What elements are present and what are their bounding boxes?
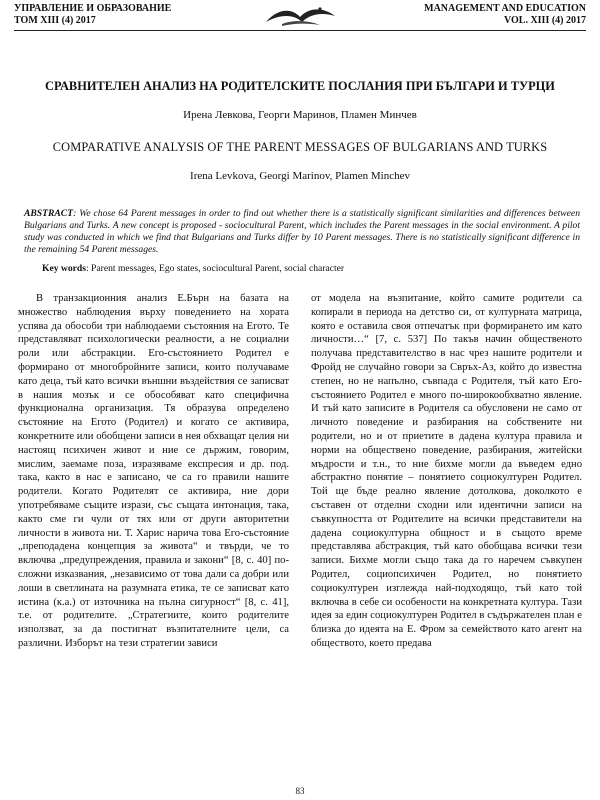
page-number: 83 bbox=[295, 786, 305, 796]
keywords bbox=[42, 263, 582, 275]
header-divider bbox=[14, 30, 586, 31]
body-paragraph-right: от модела на възпитание, който самите родители са копирали в периода на детство си, от културната матрица, която е оставила своя отпечатък при формирането им като личности…“ [7, с. 537] По такъв начин общественото получава представителство в нас чрез нашите родители и Фройд не случайно говори за Свръх-Аз, който до известна степен, но не напълно, съвпада с Родителя, тъй като Его-състоянието Родител е много по-широкообхватно явление. И тъй като записите в Родителя са обусловени не само от личното поведение и разбирания на собствените ни родители, но и от приетите в дадена култура правила и норми на обществено поведение, разбирания, житейски мъдрости и т.н., то ние бихме могли да въведем едно абстрактно понятие – понятието социокултурен Родител. Той ще бъде реално явление дотолкова, доколкото е съставен от отделни сходни или идентични записи на съвкупността от Родителите на всички представители на дадена социокултурна общност и в същото време представлява абстракция, тъй като обобщава всички тези записи. Бихме могли също така да го наречем съвкупен Родител, социопсихичен Родител, но понятието социокултурен изглежда най-подходящо, тъй като той включва в себе си особености на конкретната култура. Тази идея за един социокултурен Родител в съдържателен план е близка до идеята на Е. Фром за семейството като агент на обществото, което предава bbox=[311, 293, 582, 649]
seagull-logo-icon bbox=[262, 0, 338, 30]
journal-header-en bbox=[424, 3, 586, 27]
article-title-en: COMPARATIVE ANALYSIS OF THE PARENT MESSAGES OF BULGARIANS AND TURKS bbox=[52, 140, 548, 154]
body-column-right bbox=[311, 292, 582, 651]
journal-name-en: MANAGEMENT AND EDUCATION bbox=[424, 3, 586, 14]
abstract bbox=[24, 208, 580, 256]
abstract-label: ABSTRACT bbox=[24, 208, 74, 219]
article-title-bg: СРАВНИТЕЛЕН АНАЛИЗ НА РОДИТЕЛСКИТЕ ПОСЛАНИЯ ПРИ БЪЛГАРИ И ТУРЦИ bbox=[45, 79, 555, 93]
body-paragraph-left: В транзакционния анализ Е.Бърн на базата на множество наблюдения върху поведението на хората успява да обособи три наблюдаеми състояния на Егото. Те представляват психологически реалности, а не социални роли или абстракции. Его-състоянието Родител е формирано от многобройните записи, които получаваме като деца, тъй като всички външни въздействия се записват в нашия мозък и се обособяват като специфична функционална организация. Тя образува определено състояние на Егото (Родител) и когато се активира, конкретните или обобщени записи в нея обхващат целия ни настоящ психичен живот и ние се държим, говорим, мислим, заемаме поза, изразяваме експресия и др. под. така, както в нас е записано, че са го правили нашите родители. Когато Родителят се активира, ние дори употребяваме същите изрази, със същата интонация, така, както сме ги чули от тях или от други авторитетни личности в живота ни. Т. Харис нарича това Его-състояние „преподадена концепция за живота“ и твърди, че то включва „предупреждения, правила и закони“ [8, с. 40] по-сложни изказвания, „независимо от това дали са добри или лоши в светлината на разумната етика, те се записват като истина (к.а.) от източника на пълна сигурност“ [8, с. 41], т.е. от родителите. „Стратегиите, които родителите използват, за да постигнат възпитателните цели, са различни. Изборът на тези стратегии зависи bbox=[18, 293, 289, 649]
authors-en: Irena Levkova, Georgi Marinov, Plamen Minchev bbox=[190, 170, 410, 182]
journal-name-bg: УПРАВЛЕНИЕ И ОБРАЗОВАНИЕ bbox=[14, 3, 172, 14]
volume-en: VOL. XIII (4) 2017 bbox=[503, 15, 586, 26]
keywords-label: Key words bbox=[42, 263, 86, 274]
body-column-left bbox=[18, 292, 289, 651]
keywords-text: : Parent messages, Ego states, sociocultural Parent, social character bbox=[85, 263, 345, 274]
authors-bg: Ирена Левкова, Георги Маринов, Пламен Минчев bbox=[183, 109, 417, 121]
abstract-text: : We chose 64 Parent messages in order to find out whether there is a statistically significant similarities and differences between Bulgarians and Turks. A new concept is proposed - sociocultural Parent, which includes the Parent messages in the social environment. A pilot study was conducted in which we find that Bulgarians and Turks differ by 10 Parent messages. There is no statistically significant difference in the remaining 54 Parent messages. bbox=[24, 208, 580, 255]
journal-header-bg bbox=[14, 3, 171, 27]
volume-bg: ТОМ XIII (4) 2017 bbox=[14, 15, 96, 26]
